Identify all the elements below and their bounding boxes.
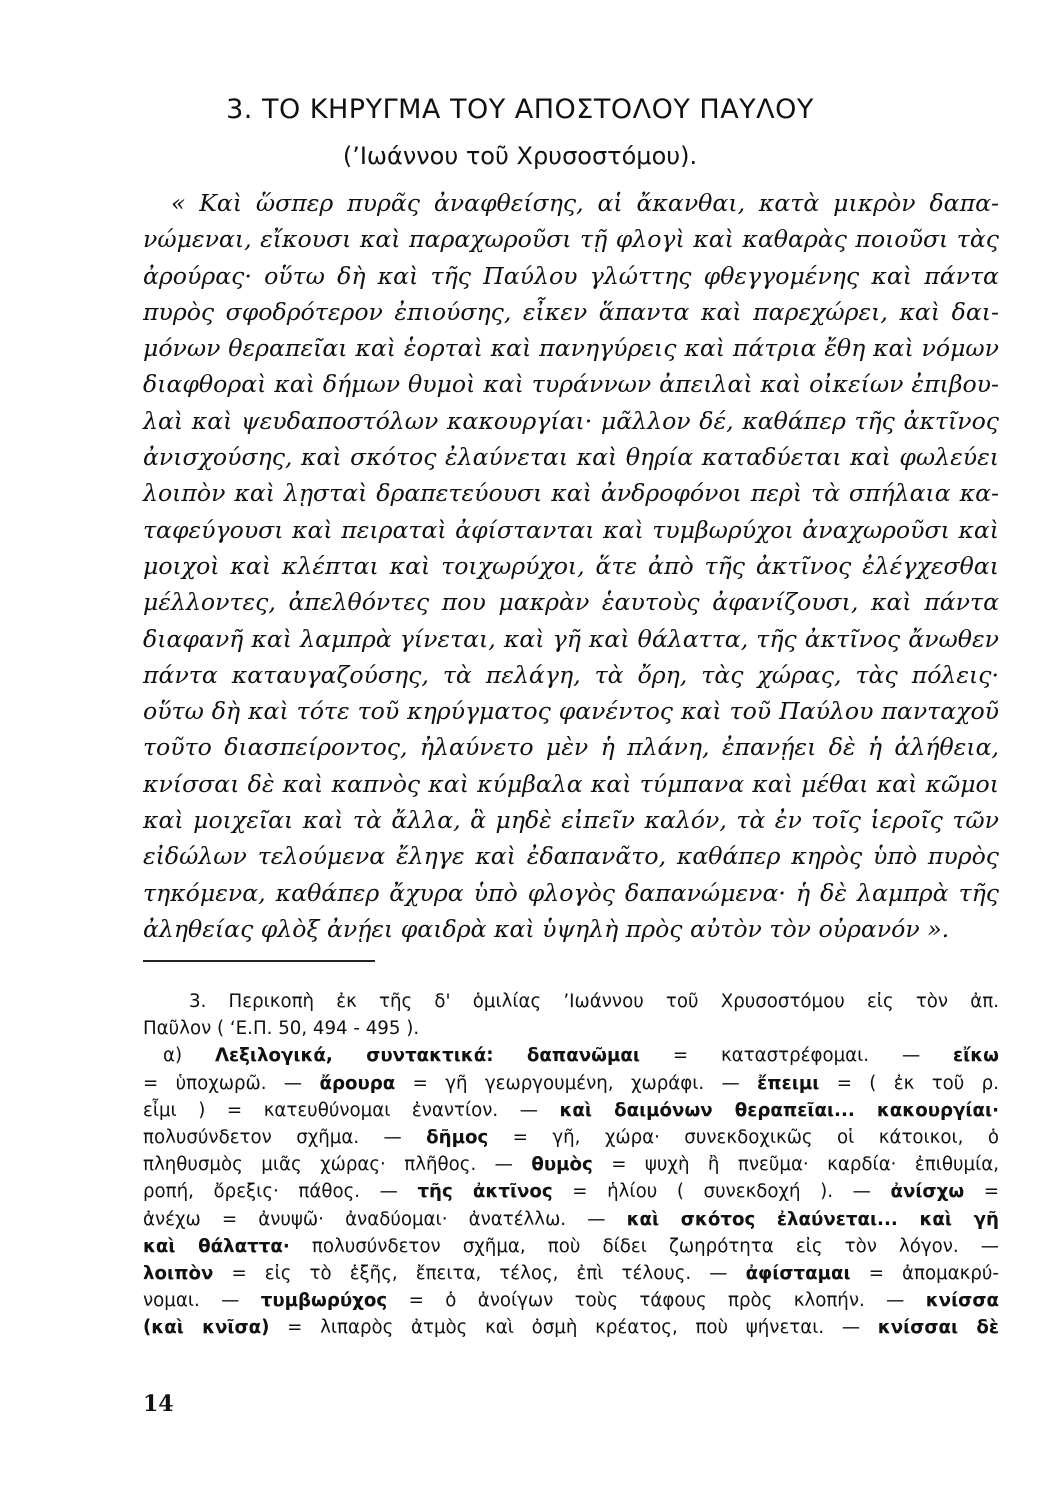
footnote-line: εἶμι ) = κατευθύνομαι ἐναντίον. — καὶ δαιμόνων θεραπεῖαι... κακουργίαι· xyxy=(143,1099,999,1121)
quote-line: μέλλοντες, ἀπελθόντες που μακρὰν ἑαυτοὺς ἀφανίζουσι, καὶ πάντα xyxy=(143,588,999,617)
quote-line: διαφανῆ καὶ λαμπρὰ γίνεται, καὶ γῆ καὶ θάλαττα, τῆς ἀκτῖνος ἄνωθεν xyxy=(143,624,999,653)
quote-passage xyxy=(143,185,999,947)
quote-line: ταφεύγουσι καὶ πειραταὶ ἀφίστανται καὶ τυμβωρύχοι ἀναχωροῦσι καὶ xyxy=(143,515,999,544)
quote-line: μόνων θεραπεῖαι καὶ ἑορταὶ καὶ πανηγύρεις καὶ πάτρια ἔθη καὶ νόμων xyxy=(143,334,999,363)
quote-line: ἀνισχούσης, καὶ σκότος ἐλαύνεται καὶ θηρία καταδύεται καὶ φωλεύει xyxy=(143,443,999,472)
footnote-line: λοιπὸν = εἰς τὸ ἑξῆς, ἔπειτα, τέλος, ἐπὶ τέλους. — ἀφίσταμαι = ἀπομακρύ- xyxy=(143,1262,999,1284)
footnote-line: καὶ θάλαττα· πολυσύνδετον σχῆμα, ποὺ δίδει ζωηρότητα εἰς τὸν λόγον. — xyxy=(143,1235,999,1257)
footnote-line: ροπή, ὄρεξις· πάθος. — τῆς ἀκτῖνος = ἡλίου ( συνεκδοχή ). — ἀνίσχω = xyxy=(143,1181,999,1203)
quote-line: διαφθοραὶ καὶ δήμων θυμοὶ καὶ τυράννων ἀπειλαὶ καὶ οἰκείων ἐπιβου- xyxy=(143,370,999,399)
quote-line: « Καὶ ὥσπερ πυρᾶς ἀναφθείσης, αἱ ἄκανθαι, κατὰ μικρὸν δαπα- xyxy=(171,189,999,217)
quote-line: λαὶ καὶ ψευδαποστόλων κακουργίαι· μᾶλλον δέ, καθάπερ τῆς ἀκτῖνος xyxy=(143,406,999,435)
footnote-line: πολυσύνδετον σχῆμα. — δῆμος = γῆ, χώρα· συνεκδοχικῶς οἱ κάτοικοι, ὁ xyxy=(143,1126,1000,1148)
quote-line: τηκόμενα, καθάπερ ἄχυρα ὑπὸ φλογὸς δαπανώμενα· ἡ δὲ λαμπρὰ τῆς xyxy=(143,878,999,907)
footnote-line: πληθυσμὸς μιᾶς χώρας· πλῆθος. — θυμὸς = ψυχὴ ἢ πνεῦμα· καρδία· ἐπιθυμία, xyxy=(143,1154,1000,1176)
footnote-line: 3. Περικοπὴ ἐκ τῆς δ' ὁμιλίας ’Ιωάννου τοῦ Χρυσοστόμου εἰς τὸν ἀπ. xyxy=(189,991,999,1012)
quote-line: ἀληθείας φλὸξ ἀνῄει φαιδρὰ καὶ ὑψηλὴ πρὸς αὐτὸν τὸν οὐρανόν ». xyxy=(143,914,950,943)
quote-line: κνίσσαι δὲ καὶ καπνὸς καὶ κύμβαλα καὶ τύμπανα καὶ μέθαι καὶ κῶμοι xyxy=(143,769,999,798)
quote-line: καὶ μοιχεῖαι καὶ τὰ ἄλλα, ἃ μηδὲ εἰπεῖν καλόν, τὰ ἐν τοῖς ἱεροῖς τῶν xyxy=(143,806,999,835)
section-title: 3. ΤΟ ΚΗΡΥΓΜΑ ΤΟΥ ΑΠΟΣΤΟΛΟΥ ΠΑΥΛΟΥ xyxy=(226,94,814,125)
footnote-line: Παῦλον ( ‘Ε.Π. 50, 494 - 495 ). xyxy=(143,1018,420,1040)
footnote-block xyxy=(143,988,999,1341)
quote-line: πάντα καταυγαζούσης, τὰ πελάγη, τὰ ὄρη, τὰς χώρας, τὰς πόλεις· xyxy=(143,660,999,689)
quote-line: τοῦτο διασπείροντος, ἠλαύνετο μὲν ἡ πλάνη, ἐπανῄει δὲ ἡ ἀλήθεια, xyxy=(143,733,999,762)
footnote-line: = ὑποχωρῶ. — ἄρουρα = γῆ γεωργουμένη, χωράφι. — ἔπειμι = ( ἐκ τοῦ ρ. xyxy=(143,1072,1000,1094)
quote-line: λοιπὸν καὶ λῃσταὶ δραπετεύουσι καὶ ἀνδροφόνοι περὶ τὰ σπήλαια κα- xyxy=(143,479,999,508)
footnote-line: α) Λεξιλογικά, συντακτικά: δαπανῶμαι = καταστρέφομαι. — εἴκω xyxy=(163,1045,999,1067)
quote-line: οὕτω δὴ καὶ τότε τοῦ κηρύγματος φανέντος καὶ τοῦ Παύλου πανταχοῦ xyxy=(143,697,999,726)
quote-line: νώμεναι, εἴκουσι καὶ παραχωροῦσι τῇ φλογὶ καὶ καθαρὰς ποιοῦσι τὰς xyxy=(143,225,999,254)
quote-line: πυρὸς σφοδρότερον ἐπιούσης, εἶκεν ἅπαντα καὶ παρεχώρει, καὶ δαι- xyxy=(143,297,999,326)
section-subtitle: (’Ιωάννου τοῦ Χρυσοστόμου). xyxy=(342,142,698,170)
quote-line: ἀρούρας· οὕτω δὴ καὶ τῆς Παύλου γλώττης φθεγγομένης καὶ πάντα xyxy=(143,261,999,290)
quote-line: μοιχοὶ καὶ κλέπται καὶ τοιχωρύχοι, ἅτε ἀπὸ τῆς ἀκτῖνος ἐλέγχεσθαι xyxy=(143,551,999,580)
page-number: 14 xyxy=(143,1391,174,1417)
footnote-line: νομαι. — τυμβωρύχος = ὁ ἀνοίγων τοὺς τάφους πρὸς κλοπήν. — κνίσσα xyxy=(143,1290,999,1312)
footnote-divider xyxy=(143,960,375,962)
footnote-line: ἀνέχω = ἀνυψῶ· ἀναδύομαι· ἀνατέλλω. — καὶ σκότος ἐλαύνεται... καὶ γῆ xyxy=(143,1208,999,1230)
footnote-line: (καὶ κνῖσα) = λιπαρὸς ἀτμὸς καὶ ὀσμὴ κρέατος, ποὺ ψήνεται. — κνίσσαι δὲ xyxy=(143,1317,999,1339)
quote-line: εἰδώλων τελούμενα ἔληγε καὶ ἐδαπανᾶτο, καθάπερ κηρὸς ὑπὸ πυρὸς xyxy=(143,842,999,871)
